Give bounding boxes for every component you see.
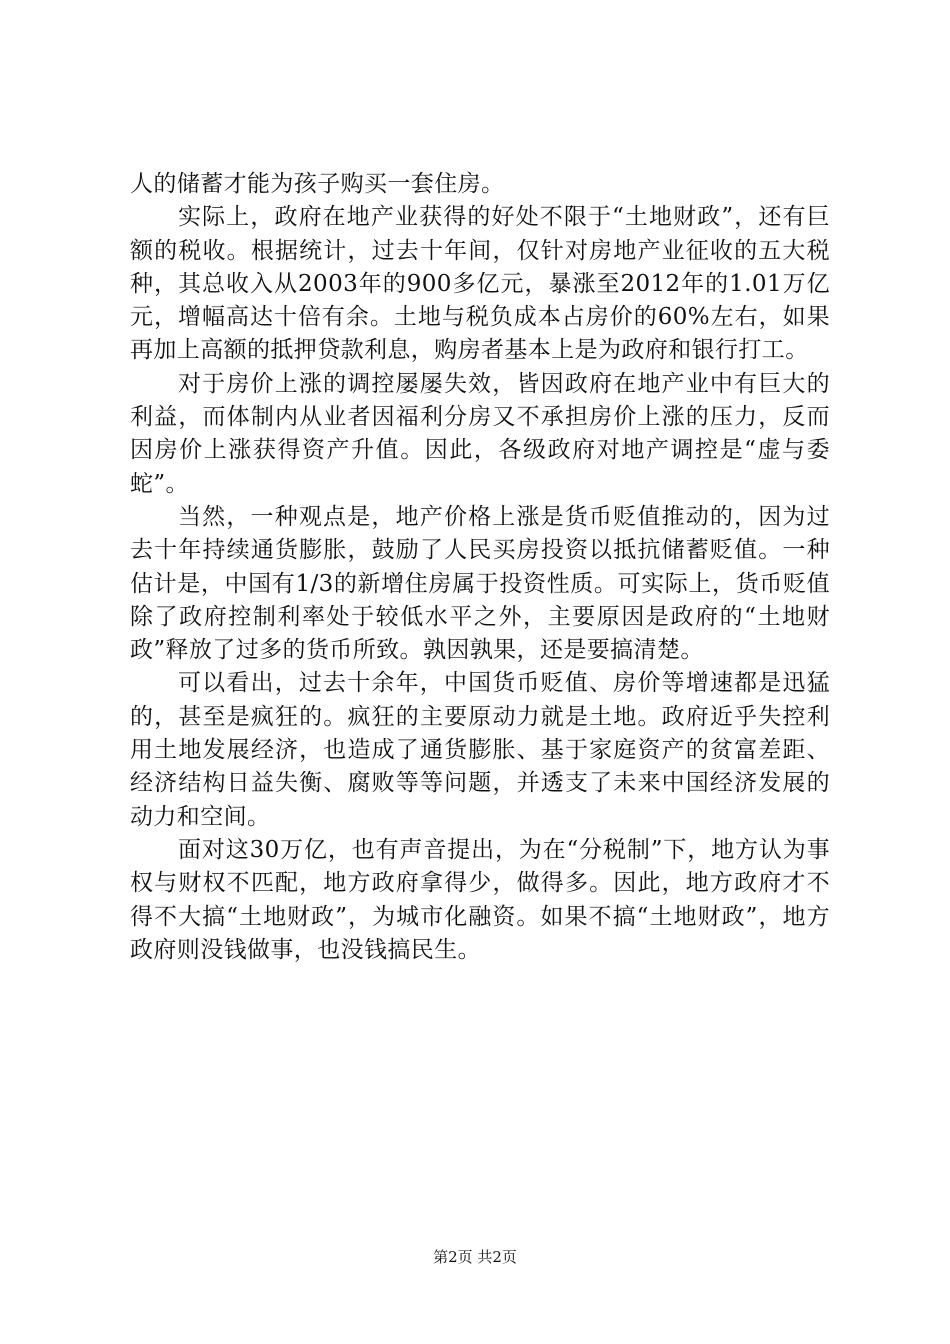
paragraph-currency-devaluation: 当然，一种观点是，地产价格上涨是货币贬值推动的，因为过去十年持续通货膨胀，鼓励了人民买房投资以抵抗储蓄贬值。一种估计是，中国有1/3的新增住房属于投资性质。可实际上，货币贬值除了政府控制利率处于较低水平之外，主要原因是政府的“土地财政”释放了过多的货币所致。孰因孰果，还是要搞清楚。 [130,503,830,664]
paragraph-tax-system: 面对这30万亿，也有声音提出，为在“分税制”下，地方认为事权与财权不匹配，地方政府拿得少，做得多。因此，地方政府才不得不大搞“土地财政”，为城市化融资。如果不搞“土地财政”，地方政府则没钱做事，也没钱搞民生。 [130,836,830,963]
document-body [130,168,830,967]
paragraph-tax-revenue: 实际上，政府在地产业获得的好处不限于“土地财政”，还有巨额的税收。根据统计，过去十年间，仅针对房地产业征收的五大税种，其总收入从2003年的900多亿元，暴涨至2012年的1.01万亿元，增幅高达十倍有余。土地与税负成本占房价的60%左右，如果再加上高额的抵押贷款利息，购房者基本上是为政府和银行打工。 [130,204,830,364]
paragraph-continuation: 人的储蓄才能为孩子购买一套住房。 [130,171,505,197]
paragraph-land-driver: 可以看出，过去十余年，中国货币贬值、房价等增速都是迅猛的，甚至是疯狂的。疯狂的主要原动力就是土地。政府近乎失控利用土地发展经济，也造成了通货膨胀、基于家庭资产的贫富差距、经济结构日益失衡、腐败等等问题，并透支了未来中国经济发展的动力和空间。 [130,670,830,830]
paragraph-regulation-failure: 对于房价上涨的调控屡屡失效，皆因政府在地产业中有巨大的利益，而体制内从业者因福利分房又不承担房价上涨的压力，反而因房价上涨获得资产升值。因此，各级政府对地产调控是“虚与委蛇”。 [130,370,830,497]
page-number-footer: 第2页 共2页 [433,1248,517,1266]
